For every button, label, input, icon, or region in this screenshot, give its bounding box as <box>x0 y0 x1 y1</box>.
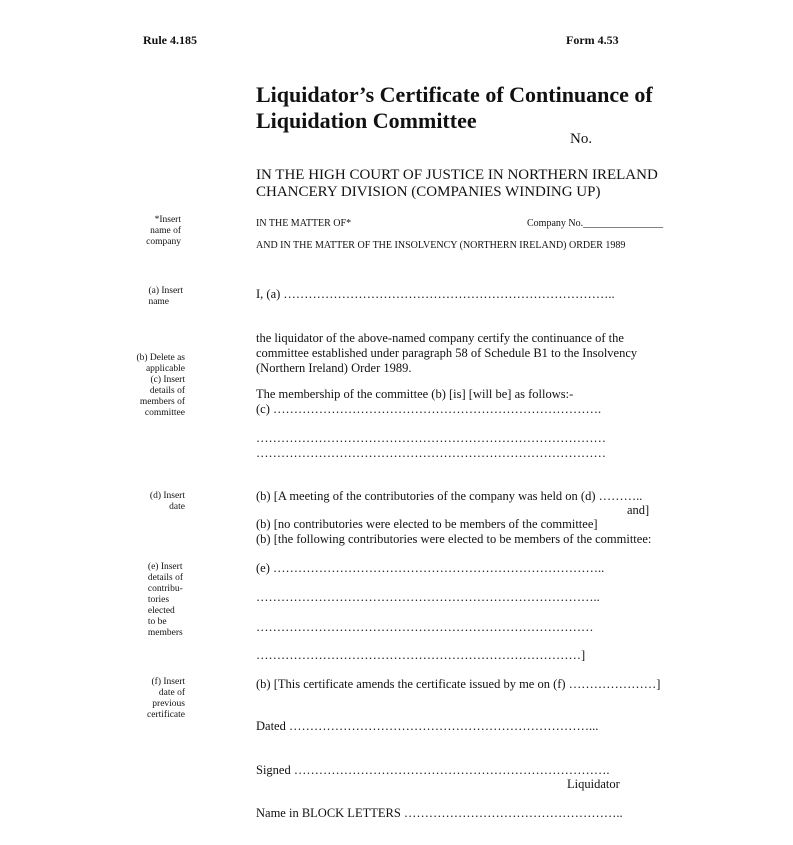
members-dots-2: ………………………………………………………………………… <box>256 446 606 460</box>
amends-line: (b) [This certificate amends the certificate issued by me on (f) …………………] <box>256 677 661 691</box>
margin-note-name: (a) Insert name <box>148 286 183 307</box>
margin-note-delete: (b) Delete as applicable (c) Insert details of members of committee <box>136 353 185 418</box>
rule-number: Rule 4.185 <box>143 33 197 47</box>
and-bracket: and] <box>627 503 650 517</box>
court-line-1: IN THE HIGH COURT OF JUSTICE IN NORTHERN IRELAND <box>256 167 658 183</box>
matter-line-1: IN THE MATTER OF* <box>256 218 352 229</box>
margin-note-company: *Insert name of company <box>146 215 181 247</box>
court-line-2: CHANCERY DIVISION (COMPANIES WINDING UP) <box>256 184 601 200</box>
margin-note-contributories: (e) Insert details of contribu- tories elected to be members <box>147 562 183 638</box>
margin-note-previous: (f) Insert date of previous certificate <box>147 677 185 720</box>
form-number: Form 4.53 <box>566 33 619 47</box>
members-line-c: (c) ……………………………………………………………………. <box>256 402 602 416</box>
contributories-dots-2: ……………………………………………………………………… <box>256 620 594 634</box>
number-label: No. <box>570 131 593 147</box>
dated-line: Dated ………………………………………………………………... <box>256 719 599 733</box>
margin-note-date: (d) Insert date <box>149 491 185 512</box>
liquidator-label: Liquidator <box>567 777 620 791</box>
court-heading <box>256 167 658 201</box>
signed-line: Signed …………………………………………………………………. <box>256 763 610 777</box>
contributories-dots-3: ……………………………………………………………………] <box>256 648 586 662</box>
page-title <box>256 82 653 134</box>
members-dots-1: ………………………………………………………………………… <box>256 431 606 445</box>
following-contributories-line: (b) [the following contributories were elected to be members of the committee: <box>256 532 652 546</box>
block-letters-line: Name in BLOCK LETTERS …………………………………………….. <box>256 806 623 820</box>
meeting-line: (b) [A meeting of the contributories of the company was held on (d) ……….. <box>256 489 643 503</box>
contributories-dots-1: ……………………………………………………………………….. <box>256 590 600 604</box>
certify-paragraph: the liquidator of the above-named company certify the continuance of the committee established under paragraph 58 of Schedule B1 to the Insolvency (Northern Ireland) Order 1989. <box>256 331 638 375</box>
title-line-2: Liquidation Committee <box>256 108 477 133</box>
no-contributories-line: (b) [no contributories were elected to be members of the committee] <box>256 517 598 531</box>
matter-line-2: AND IN THE MATTER OF THE INSOLVENCY (NORTHERN IRELAND) ORDER 1989 <box>256 240 626 251</box>
company-number-field: Company No.________________ <box>527 218 664 229</box>
membership-line: The membership of the committee (b) [is] [will be] as follows:- <box>256 387 574 401</box>
contributories-line-e: (e) …………………………………………………………………….. <box>256 561 605 575</box>
title-line-1: Liquidator’s Certificate of Continuance of <box>256 82 653 107</box>
name-line: I, (a) …………………………………………………………………….. <box>256 287 615 301</box>
